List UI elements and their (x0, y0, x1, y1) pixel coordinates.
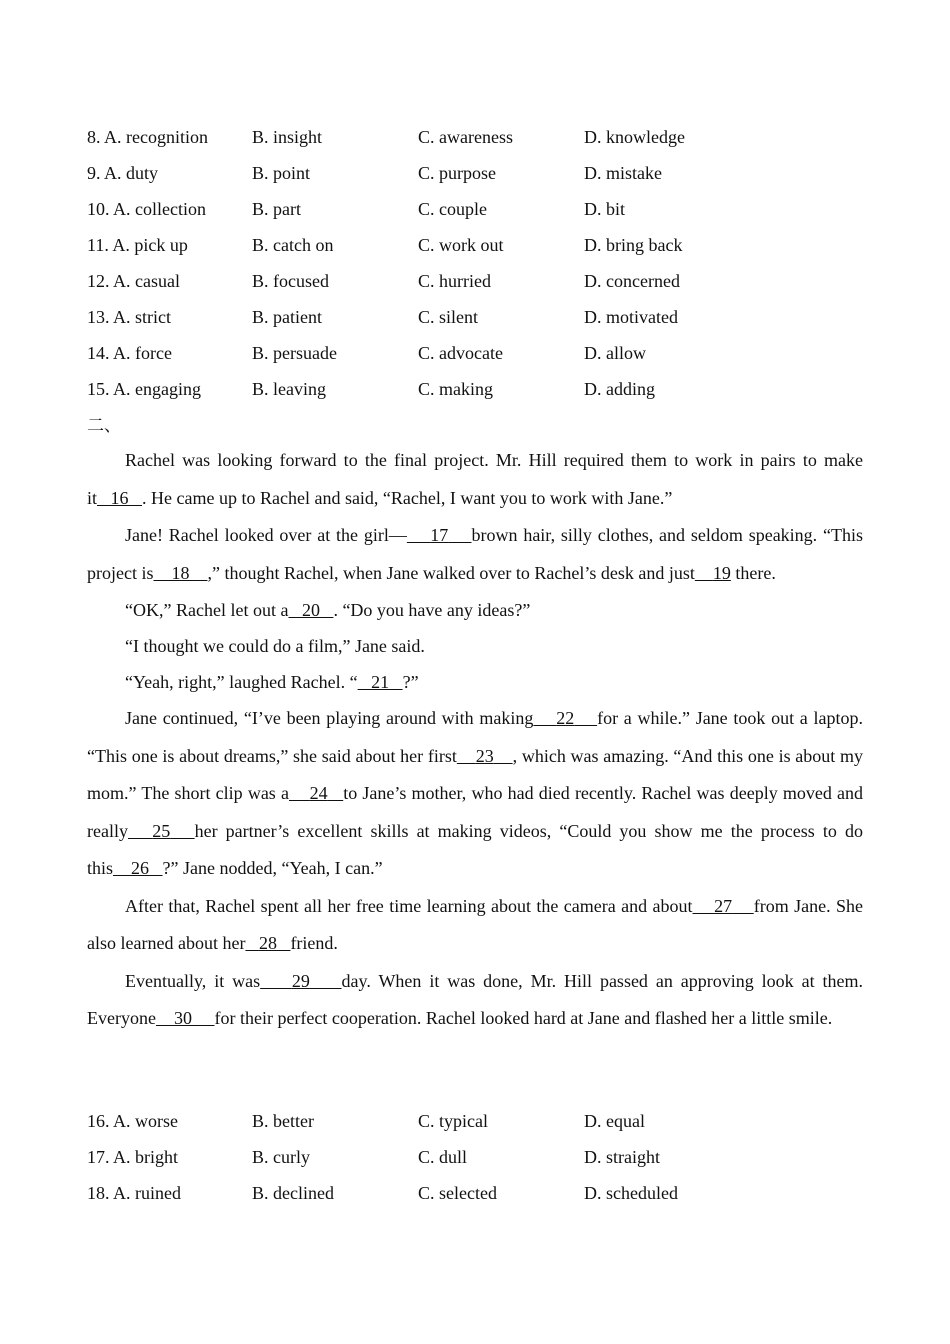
question-9-options (0, 161, 950, 185)
text: ?” Jane nodded, “Yeah, I can.” (162, 858, 383, 878)
blank-23[interactable]: 23 (475, 745, 494, 766)
text: . He came up to Rachel and said, “Rachel, I want you to work with Jane.” (142, 487, 673, 508)
text: Jane continued, “I’ve been playing around with making (125, 708, 534, 728)
option-b: B. part (252, 199, 301, 219)
text: . “Do you have any ideas?” (333, 600, 531, 620)
paragraph-8 (87, 963, 863, 1038)
blank-21[interactable]: 21 (371, 672, 390, 692)
blank-17[interactable]: 17 (430, 525, 449, 545)
option-d: D. mistake (584, 163, 662, 183)
option-d: D. equal (584, 1111, 645, 1131)
option-a: 14. A. force (87, 343, 172, 363)
paragraph-1 (87, 442, 863, 517)
blank-16[interactable]: 16 (110, 487, 129, 508)
option-b: B. patient (252, 307, 322, 327)
option-c: C. dull (418, 1147, 468, 1167)
question-10-options (0, 197, 950, 221)
blank-24[interactable]: 24 (309, 783, 328, 803)
option-d: D. adding (584, 379, 655, 399)
blank-20[interactable]: 20 (301, 600, 320, 620)
cloze-passage (87, 442, 863, 1038)
question-11-options (0, 233, 950, 257)
option-c: C. awareness (418, 127, 513, 147)
text: ?” (402, 672, 419, 692)
option-a: 9. A. duty (87, 163, 159, 183)
text: Eventually, it was (125, 970, 261, 991)
option-b: B. focused (252, 271, 329, 291)
option-b: B. leaving (252, 379, 326, 399)
question-15-options (0, 377, 950, 401)
question-14-options (0, 341, 950, 365)
paragraph-3 (87, 592, 863, 628)
option-c: C. purpose (418, 163, 496, 183)
text: there. (730, 562, 776, 583)
option-d: D. allow (584, 343, 646, 363)
option-a: 16. A. worse (87, 1111, 178, 1131)
option-c: C. advocate (418, 343, 503, 363)
option-d: D. concerned (584, 271, 680, 291)
question-18-options (0, 1181, 950, 1205)
text: brown hair, silly clothes, and seldom speaking. “This project is (87, 525, 864, 583)
text: day. When it was done, Mr. Hill passed an approving look at them. Everyone (87, 970, 863, 1028)
section-heading: 二、 (87, 416, 121, 436)
text: “Yeah, right,” laughed Rachel. “ (125, 672, 358, 692)
option-c: C. typical (418, 1111, 488, 1131)
text: for a while.” Jane took out a laptop. “This one is about dreams,” she said about her first (87, 708, 864, 766)
paragraph-7 (87, 888, 863, 963)
paragraph-2 (87, 517, 863, 592)
option-a: 12. A. casual (87, 271, 180, 291)
option-a: 10. A. collection (87, 199, 206, 219)
blank-19[interactable]: 19 (712, 562, 731, 583)
option-d: D. bring back (584, 235, 683, 255)
text: Jane! Rachel looked over at the girl— (125, 525, 407, 545)
text: , which was amazing. “And this one is about my mom.” The short clip was a (87, 745, 864, 803)
blank-30[interactable]: 30 (173, 1008, 192, 1028)
option-d: D. bit (584, 199, 626, 219)
text: “OK,” Rachel let out a (125, 600, 289, 620)
option-a: 13. A. strict (87, 307, 171, 327)
blank-27[interactable]: 27 (714, 895, 733, 916)
text: friend. (290, 933, 338, 953)
option-d: D. scheduled (584, 1183, 678, 1203)
blank-26[interactable]: 26 (131, 858, 150, 878)
text: Rachel was looking forward to the final project. Mr. Hill required them to work in pairs to make it (87, 450, 863, 508)
option-b: B. persuade (252, 343, 337, 363)
question-12-options (0, 269, 950, 293)
option-d: D. motivated (584, 307, 678, 327)
option-c: C. couple (418, 199, 487, 219)
text: After that, Rachel spent all her free time learning about the camera and about (125, 895, 693, 916)
question-17-options (0, 1145, 950, 1169)
option-b: B. point (252, 163, 311, 183)
option-c: C. selected (418, 1183, 497, 1203)
option-d: D. knowledge (584, 127, 685, 147)
paragraph-6 (87, 700, 863, 888)
option-d: D. straight (584, 1147, 660, 1167)
text: her partner’s excellent skills at making videos, “Could you show me the process to do this (87, 820, 863, 878)
paragraph-5 (87, 664, 863, 700)
text: ,” thought Rachel, when Jane walked over to Rachel’s desk and just (207, 562, 695, 583)
option-a: 15. A. engaging (87, 379, 201, 399)
option-b: B. declined (252, 1183, 334, 1203)
question-8-options (0, 125, 950, 149)
option-a: 17. A. bright (87, 1147, 179, 1167)
option-a: 18. A. ruined (87, 1183, 181, 1203)
blank-18[interactable]: 18 (171, 562, 190, 583)
option-c: C. work out (418, 235, 504, 255)
option-a: 11. A. pick up (87, 235, 188, 255)
option-a: 8. A. recognition (87, 127, 208, 147)
blank-28[interactable]: 28 (258, 933, 277, 953)
option-c: C. hurried (418, 271, 491, 291)
question-13-options (0, 305, 950, 329)
option-b: B. insight (252, 127, 323, 147)
blank-25[interactable]: 25 (152, 820, 171, 841)
option-b: B. catch on (252, 235, 334, 255)
blank-29[interactable]: 29 (291, 970, 310, 991)
text: from Jane. She also learned about her (87, 895, 863, 953)
question-16-options (0, 1109, 950, 1133)
option-b: B. better (252, 1111, 314, 1131)
option-b: B. curly (252, 1147, 310, 1167)
blank-22[interactable]: 22 (556, 708, 575, 728)
option-c: C. making (418, 379, 493, 399)
text: to Jane’s mother, who had died recently. Rachel was deeply moved and really (87, 783, 864, 841)
text: for their perfect cooperation. Rachel looked hard at Jane and flashed her a little smile. (214, 1008, 833, 1028)
paragraph-4: “I thought we could do a film,” Jane said. (125, 636, 425, 656)
option-c: C. silent (418, 307, 479, 327)
